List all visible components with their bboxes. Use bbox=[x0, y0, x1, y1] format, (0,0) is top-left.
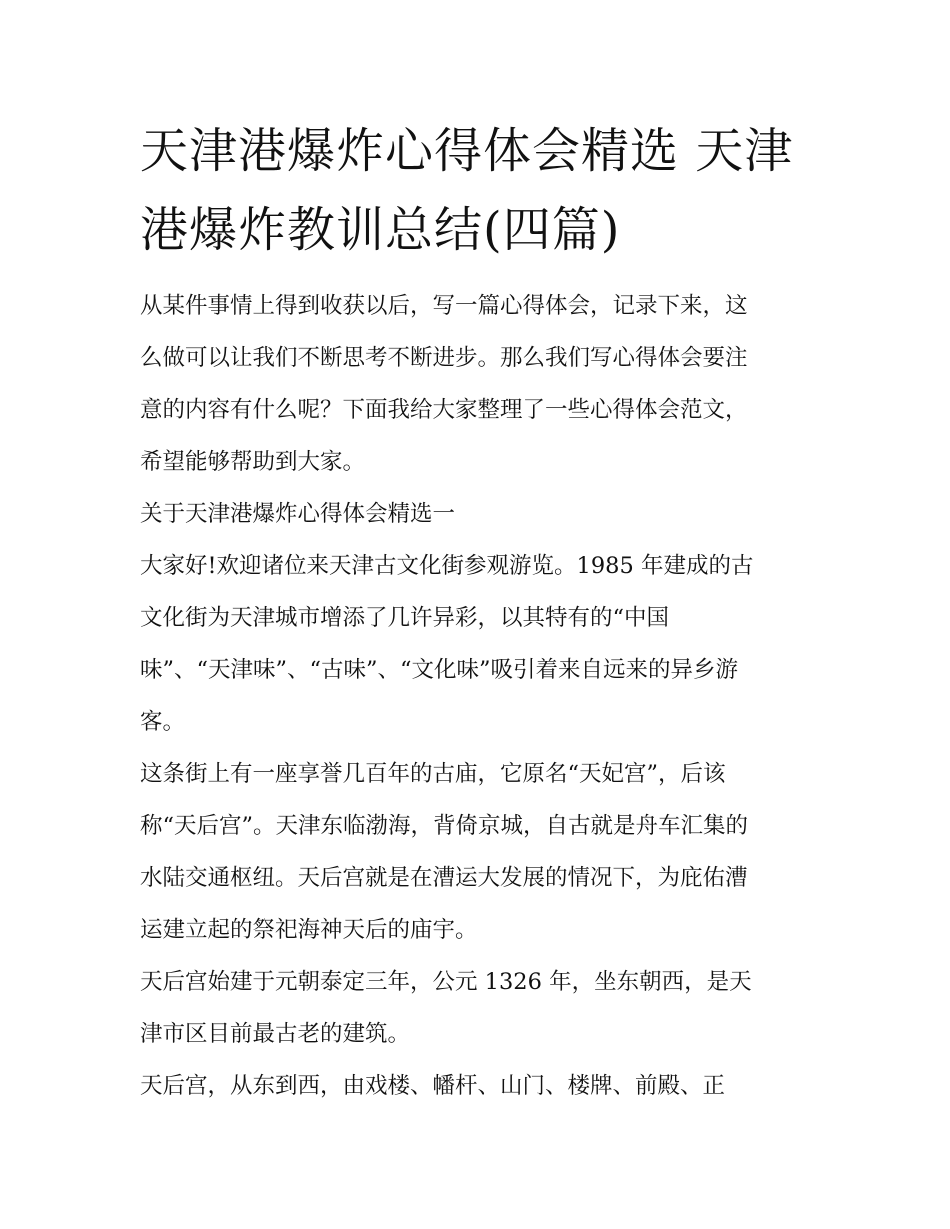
paragraph-line: 客。 bbox=[140, 709, 186, 735]
paragraph-line: 这条街上有一座享誉几百年的古庙，它原名“天妃宫”，后该 bbox=[140, 761, 726, 787]
paragraph-line: 水陆交通枢纽。天后宫就是在漕运大发展的情况下，为庇佑漕 bbox=[140, 865, 748, 891]
section-heading-text: 关于天津港爆炸心得体会精选一 bbox=[140, 501, 456, 527]
paragraph-line: 天后宫始建于元朝泰定三年，公元 1326 年，坐东朝西，是天 bbox=[140, 969, 752, 995]
title-line-2: 港爆炸教训总结(四篇) bbox=[140, 202, 621, 258]
document-title bbox=[140, 112, 812, 270]
paragraph-line: 希望能够帮助到大家。 bbox=[140, 449, 366, 475]
section-heading bbox=[140, 488, 812, 540]
paragraph-line: 从某件事情上得到收获以后，写一篇心得体会，记录下来，这 bbox=[140, 293, 748, 319]
title-line-1: 天津港爆炸心得体会精选 天津 bbox=[140, 123, 794, 179]
paragraph-welcome bbox=[140, 540, 812, 748]
paragraph-line: 意的内容有什么呢？下面我给大家整理了一些心得体会范文， bbox=[140, 397, 748, 423]
paragraph-line: 天后宫，从东到西，由戏楼、幡杆、山门、楼牌、前殿、正 bbox=[140, 1073, 726, 1099]
paragraph-line: 大家好!欢迎诸位来天津古文化街参观游览。1985 年建成的古 bbox=[140, 553, 754, 579]
paragraph-line: 么做可以让我们不断思考不断进步。那么我们写心得体会要注 bbox=[140, 345, 748, 371]
paragraph-line: 津市区目前最古老的建筑。 bbox=[140, 1021, 411, 1047]
paragraph-line: 文化街为天津城市增添了几许异彩，以其特有的“中国 bbox=[140, 605, 670, 631]
paragraph-layout bbox=[140, 1060, 812, 1112]
paragraph-line: 称“天后宫”。天津东临渤海，背倚京城，自古就是舟车汇集的 bbox=[140, 813, 749, 839]
paragraph-line: 运建立起的祭祀海神天后的庙宇。 bbox=[140, 917, 478, 943]
paragraph-intro bbox=[140, 280, 812, 488]
paragraph-history bbox=[140, 956, 812, 1060]
document-content bbox=[140, 112, 812, 1112]
paragraph-line: 味”、“天津味”、“古味”、“文化味”吸引着来自远来的异乡游 bbox=[140, 657, 739, 683]
paragraph-temple bbox=[140, 748, 812, 956]
